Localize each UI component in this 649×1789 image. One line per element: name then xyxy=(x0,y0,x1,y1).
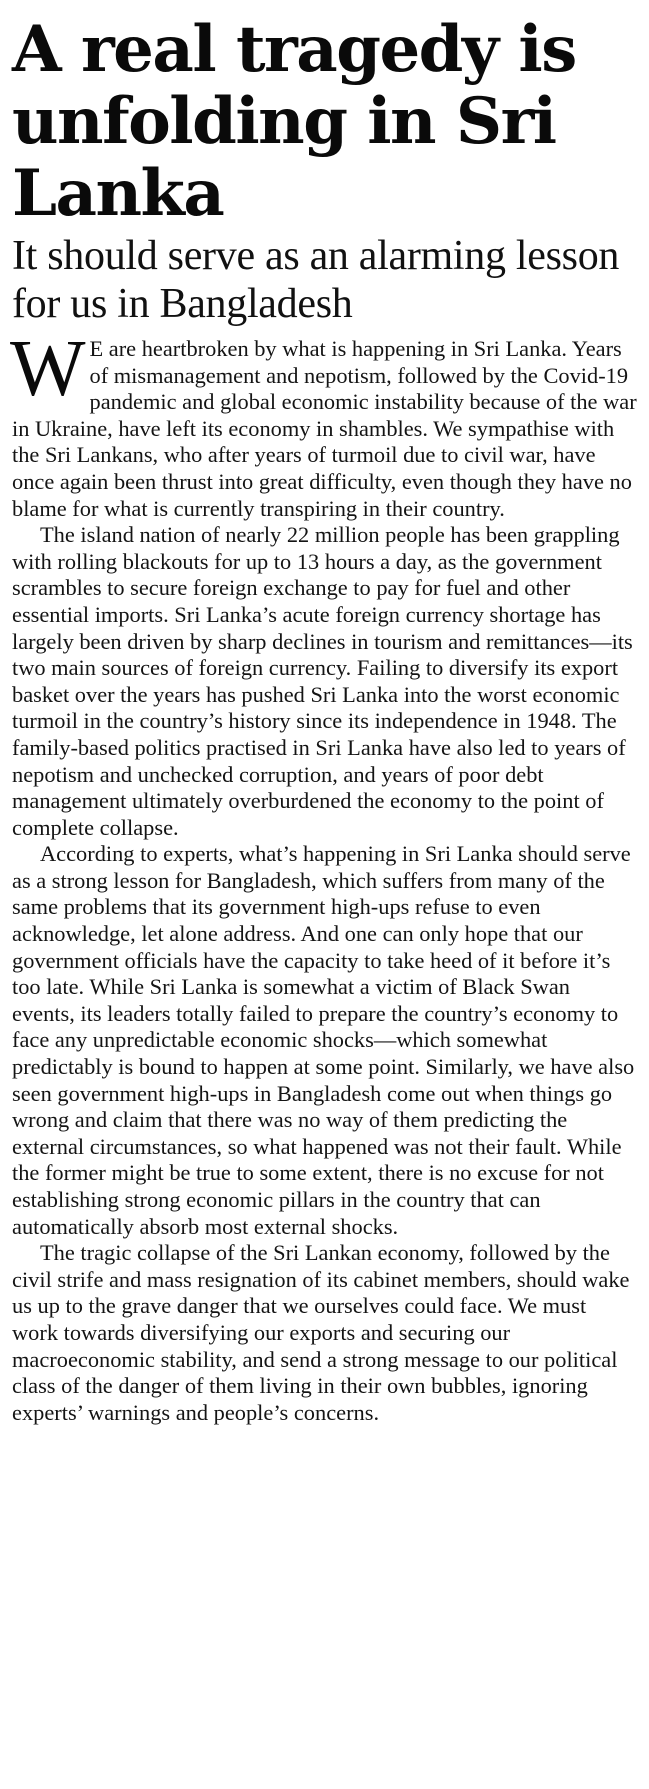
paragraph-1 xyxy=(10,325,637,522)
paragraph-3: According to experts, what’s happening in Sri Lanka should serve as a strong lesson for Bangladesh, which suffers from many of the same problems that its government high-ups refuse to even acknowledge, let alone address. And one can only hope that our government officials have the capacity to take heed of it before it’s too late. While Sri Lanka is somewhat a victim of Black Swan events, its leaders totally failed to prepare the country’s economy to face any unpredictable economic shocks—which somewhat predictably is bound to happen at some point. Similarly, we have also seen government high-ups in Bangladesh come out when things go wrong and claim that there was no way of them predicting the external circumstances, so what happened was not their fault. While the former might be true to some extent, there is no excuse for not establishing strong economic pillars in the country that can automatically absorb most external shocks. xyxy=(12,841,635,1239)
subheadline: It should serve as an alarming lesson for us in Bangladesh xyxy=(12,233,620,327)
paragraph-2: The island nation of nearly 22 million people has been grappling with rolling blackouts for up to 13 hours a day, as the government scrambles to secure foreign exchange to pay for fuel and other essential imports. Sri Lanka’s acute foreign currency shortage has largely been driven by sharp declines in tourism and remittances—its two main sources of foreign currency. Failing to diversify its export basket over the years has pushed Sri Lanka into the worst economic turmoil in the country’s history since its independence in 1948. The family-based politics practised in Sri Lanka have also led to years of nepotism and unchecked corruption, and years of poor debt management ultimately overburdened the economy to the point of complete collapse. xyxy=(12,522,633,840)
paragraph-4: The tragic collapse of the Sri Lankan economy, followed by the civil strife and mass resignation of its cabinet members, should wake us up to the grave danger that we ourselves could face. We must work towards diversifying our exports and securing our macroeconomic stability, and send a strong message to our political class of the danger of them living in their own bubbles, ignoring experts’ warnings and people’s concerns. xyxy=(12,1240,630,1425)
headline: A real tragedy is unfolding in Sri Lanka xyxy=(12,12,576,231)
drop-cap: W xyxy=(10,325,86,413)
paragraph-1-text: E are heartbroken by what is happening in Sri Lanka. Years of mismanagement and nepotism, followed by the Covid-19 pandemic and global economic instability because of the war in Ukraine, have left its economy in shambles. We sympathise with the Sri Lankans, who after years of turmoil due to civil war, have once again been thrust into great difficulty, even though they have no blame for what is currently transpiring in their country. xyxy=(12,336,637,521)
article-body xyxy=(10,325,637,1426)
